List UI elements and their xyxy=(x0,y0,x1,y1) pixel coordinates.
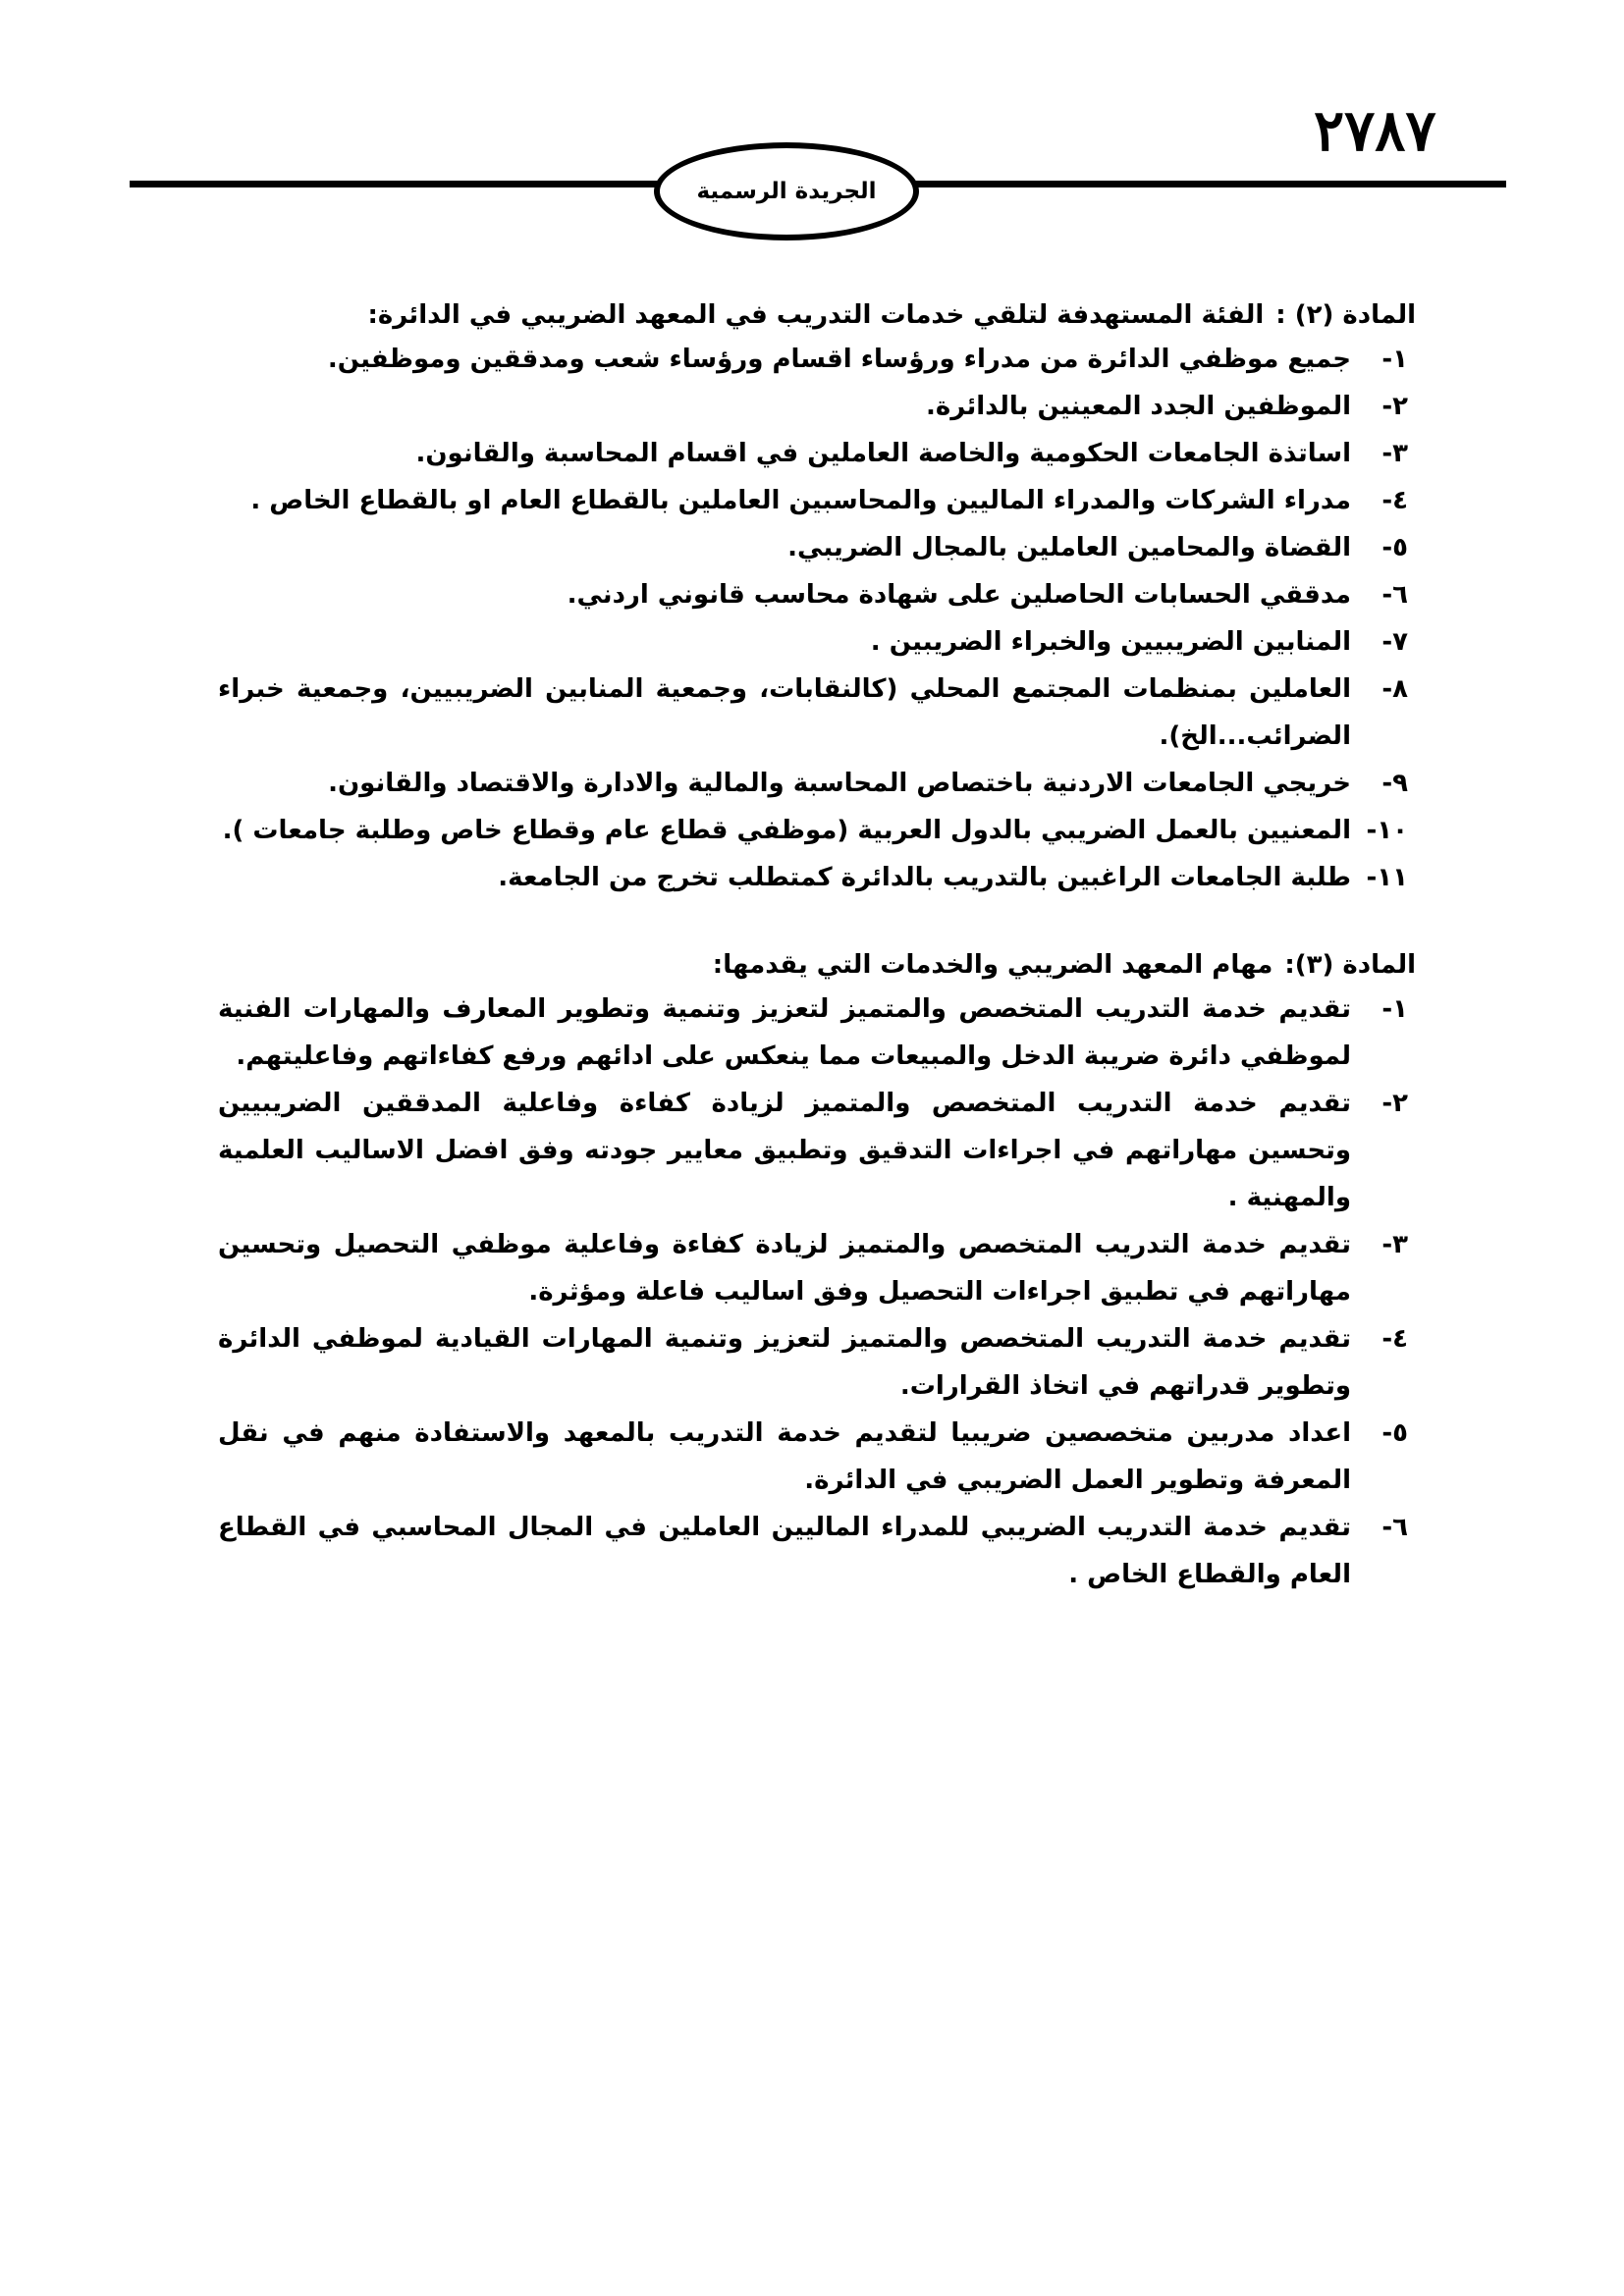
item-text: العاملين بمنظمات المجتمع المحلي (كالنقابات، وجمعية المنابين الضريبيين، وجمعية خبراء الضرائب...الخ). xyxy=(218,674,1351,751)
item-text: الموظفين الجدد المعينين بالدائرة. xyxy=(926,392,1351,421)
item-text: المعنيين بالعمل الضريبي بالدول العربية (موظفي قطاع عام وقطاع خاص وطلبة جامعات ). xyxy=(222,816,1351,845)
list-item xyxy=(210,666,1408,760)
item-number: ٤- xyxy=(1381,486,1408,515)
document-body xyxy=(210,294,1416,1641)
item-text: اعداد مدربين متخصصين ضريبيا لتقديم خدمة التدريب بالمعهد والاستفادة منهم في نقل المعرفة وتطوير العمل الضريبي في الدائرة. xyxy=(218,1418,1351,1495)
gazette-name: الجريدة الرسمية xyxy=(696,179,877,204)
item-text: طلبة الجامعات الراغبين بالتدريب بالدائرة كمتطلب تخرج من الجامعة. xyxy=(498,863,1351,892)
list-item xyxy=(210,1410,1408,1504)
article-3-list xyxy=(210,986,1408,1598)
item-text: تقديم خدمة التدريب المتخصص والمتميز لزيادة كفاءة وفاعلية موظفي التحصيل وتحسين مهاراتهم في تطبيق اجراءات التحصيل وفق اساليب فاعلة ومؤثرة. xyxy=(218,1230,1351,1307)
article-title: مهام المعهد الضريبي والخدمات التي يقدمها: xyxy=(712,950,1273,980)
list-item xyxy=(210,854,1408,901)
list-item xyxy=(210,760,1408,807)
item-text: تقديم خدمة التدريب المتخصص والمتميز لتعزيز وتنمية وتطوير المعارف والمهارات الفنية لموظفي دائرة ضريبة الدخل والمبيعات مما ينعكس على ادائهم ورفع كفاءاتهم وفاعليتهم. xyxy=(218,994,1351,1071)
item-text: جميع موظفي الدائرة من مدراء ورؤساء اقسام ورؤساء شعب ومدققين وموظفين. xyxy=(327,345,1351,374)
list-item xyxy=(210,807,1408,854)
item-number: ٩- xyxy=(1381,769,1408,798)
item-number: ٣- xyxy=(1381,439,1408,468)
item-number: ٢- xyxy=(1381,392,1408,421)
list-item xyxy=(210,1315,1408,1410)
item-text: اساتذة الجامعات الحكومية والخاصة العاملين في اقسام المحاسبة والقانون. xyxy=(415,439,1351,468)
article-2 xyxy=(210,294,1416,901)
list-item xyxy=(210,618,1408,666)
item-text: مدراء الشركات والمدراء الماليين والمحاسبين العاملين بالقطاع العام او بالقطاع الخاص . xyxy=(250,486,1351,515)
list-item xyxy=(210,1080,1408,1221)
list-item xyxy=(210,383,1408,430)
item-number: ١- xyxy=(1381,994,1408,1024)
item-text: تقديم خدمة التدريب الضريبي للمدراء الماليين العاملين في المجال المحاسبي في القطاع العام والقطاع الخاص . xyxy=(218,1513,1351,1589)
item-text: تقديم خدمة التدريب المتخصص والمتميز لتعزيز وتنمية المهارات القيادية لموظفي الدائرة وتطوير قدراتهم في اتخاذ القرارات. xyxy=(218,1324,1351,1401)
item-number: ٥- xyxy=(1381,533,1408,562)
item-number: ١- xyxy=(1381,345,1408,374)
list-item xyxy=(210,477,1408,524)
article-header xyxy=(210,944,1416,986)
item-number: ٤- xyxy=(1381,1324,1408,1354)
list-item xyxy=(210,336,1408,383)
item-number: ٢- xyxy=(1381,1089,1408,1118)
item-number: ٥- xyxy=(1381,1418,1408,1448)
list-item xyxy=(210,1221,1408,1315)
item-text: خريجي الجامعات الاردنية باختصاص المحاسبة والمالية والادارة والاقتصاد والقانون. xyxy=(328,769,1351,798)
item-number: ٣- xyxy=(1381,1230,1408,1259)
gazette-header-oval xyxy=(654,142,919,240)
article-2-list xyxy=(210,336,1408,901)
list-item xyxy=(210,1504,1408,1598)
list-item xyxy=(210,524,1408,571)
article-header xyxy=(210,294,1416,336)
item-number: ٨- xyxy=(1381,674,1408,704)
item-number: ١٠- xyxy=(1366,816,1408,845)
item-text: القضاة والمحامين العاملين بالمجال الضريبي. xyxy=(787,533,1351,562)
article-label: المادة (٢) : xyxy=(1275,300,1416,330)
item-number: ٧- xyxy=(1381,627,1408,657)
item-number: ١١- xyxy=(1366,863,1408,892)
item-number: ٦- xyxy=(1381,580,1408,610)
article-3 xyxy=(210,944,1416,1598)
item-text: مدققي الحسابات الحاصلين على شهادة محاسب قانوني اردني. xyxy=(567,580,1351,610)
list-item xyxy=(210,430,1408,477)
article-title: الفئة المستهدفة لتلقي خدمات التدريب في المعهد الضريبي في الدائرة: xyxy=(367,300,1265,330)
article-label: المادة (٣): xyxy=(1284,950,1416,980)
item-text: تقديم خدمة التدريب المتخصص والمتميز لزيادة كفاءة وفاعلية المدققين الضريبيين وتحسين مهاراتهم في اجراءات التدقيق وتطبيق معايير جودته وفق افضل الاساليب العلمية والمهنية . xyxy=(218,1089,1351,1212)
item-number: ٦- xyxy=(1381,1513,1408,1542)
page-number: ٢٧٨٧ xyxy=(1314,97,1436,164)
list-item xyxy=(210,571,1408,618)
list-item xyxy=(210,986,1408,1080)
item-text: المنابين الضريبيين والخبراء الضريبين . xyxy=(870,627,1351,657)
